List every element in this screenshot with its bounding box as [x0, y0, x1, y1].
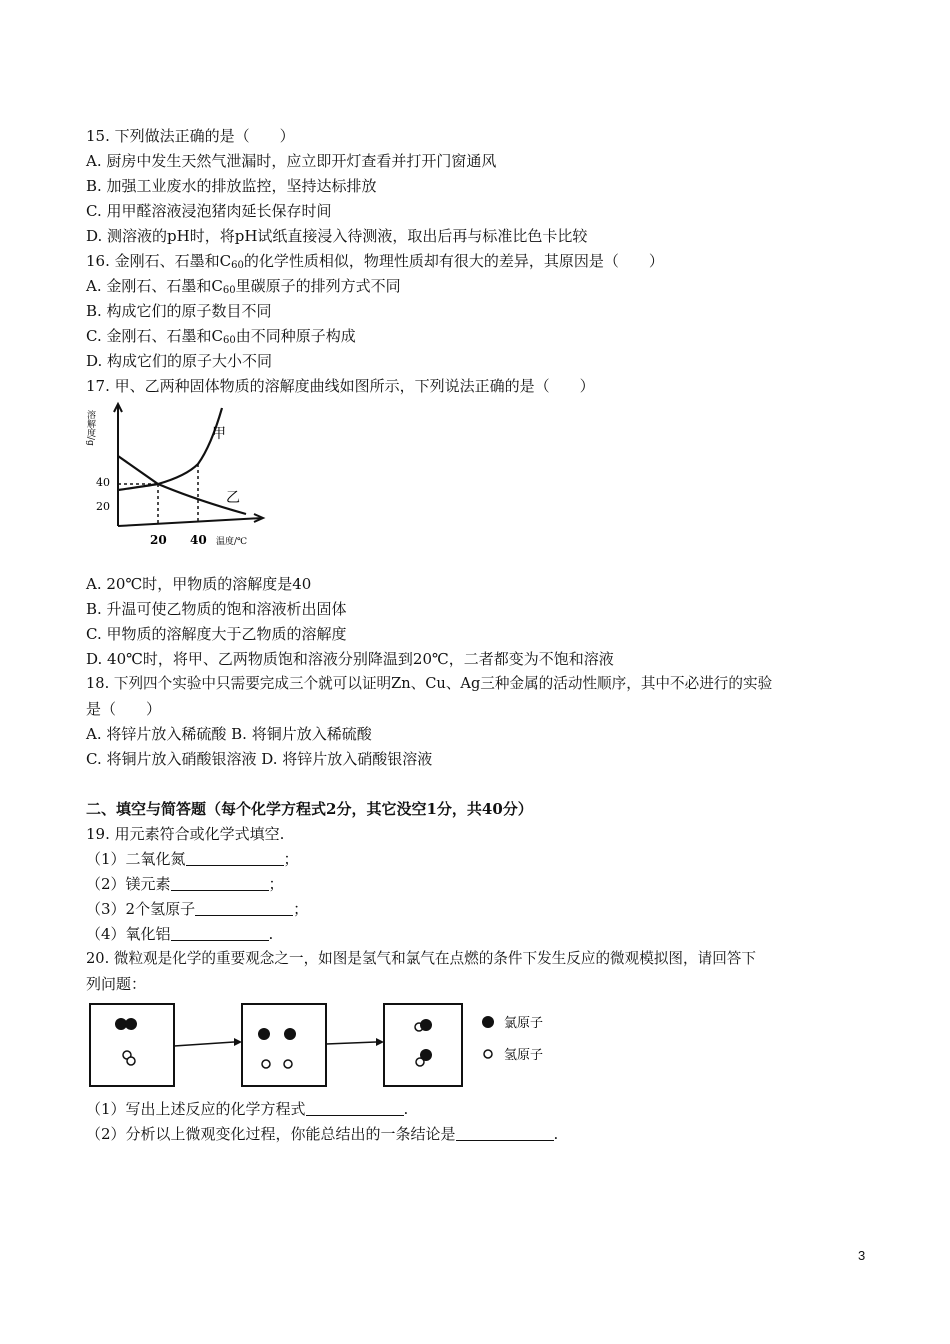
- h-atom: [416, 1058, 424, 1066]
- q16-option-c: [86, 326, 356, 346]
- q20-item-1-end: .: [403, 1100, 409, 1118]
- q18-stem-line1: 18. 下列四个实验中只需要完成三个就可以证明Zn、Cu、Ag三种金属的活动性顺序，其中不必进行的实验: [86, 675, 773, 692]
- x-axis-label: 温度/℃: [216, 537, 248, 547]
- q16-stem: [86, 251, 664, 271]
- reaction-box-middle: [242, 1004, 326, 1086]
- reaction-arrowhead-2: [376, 1038, 384, 1046]
- q20-item-2-label: （2）分析以上微观变化过程，你能总结出的一条结论是: [86, 1125, 456, 1143]
- q17-stem: 17. 甲、乙两种固体物质的溶解度曲线如图所示，下列说法正确的是（ ）: [86, 377, 595, 395]
- reaction-diagram-svg: [86, 1000, 556, 1092]
- reaction-diagram: [86, 1000, 556, 1092]
- q16-option-c-sub: 60: [222, 335, 236, 346]
- q19-item-1: [86, 849, 299, 869]
- h-atom: [284, 1060, 292, 1068]
- q15-option-d: D. 测溶液的pH时，将pH试纸直接浸入待测液，取出后再与标准比色卡比较: [86, 227, 588, 245]
- reaction-box-before: [90, 1004, 174, 1086]
- x-axis: [118, 518, 262, 526]
- h-atom: [127, 1057, 135, 1065]
- q18-stem-line2: 是（ ）: [86, 700, 162, 718]
- cl-atom: [258, 1028, 270, 1040]
- reaction-arrow-1: [174, 1042, 234, 1046]
- reaction-box-after: [384, 1004, 462, 1086]
- q19-item-2-label: （2）镁元素: [86, 875, 171, 893]
- cl-atom: [125, 1018, 137, 1030]
- curve-label-jia: 甲: [212, 426, 226, 442]
- q19-item-3-label: （3）2个氢原子: [86, 900, 196, 918]
- q18-options-line2: C. 将铜片放入硝酸银溶液 D. 将锌片放入硝酸银溶液: [86, 750, 433, 768]
- q15-option-c: C. 用甲醛溶液浸泡猪肉延长保存时间: [86, 202, 332, 220]
- q17-option-c: C. 甲物质的溶解度大于乙物质的溶解度: [86, 625, 347, 643]
- q19-item-1-blank[interactable]: [186, 851, 284, 866]
- q16-stem-sub: 60: [231, 260, 244, 271]
- q20-stem-line2: 列问题：: [86, 975, 147, 993]
- solubility-graph-svg: [86, 398, 276, 558]
- cl-atom: [420, 1019, 432, 1031]
- page-number: 3: [858, 1248, 866, 1263]
- q16-option-c-pre: C. 金刚石、石墨和C: [86, 327, 223, 345]
- reaction-arrowhead-1: [234, 1038, 242, 1046]
- q19-item-1-end: ；: [283, 850, 299, 868]
- solubility-graph: [86, 398, 276, 558]
- q16-option-a: [86, 276, 401, 296]
- legend-cl-symbol: [482, 1016, 494, 1028]
- curve-label-yi: 乙: [226, 490, 240, 506]
- legend-cl-label: 氯原子: [504, 1016, 544, 1031]
- q19-item-3-end: ；: [293, 900, 309, 918]
- q16-option-b: B. 构成它们的原子数目不同: [86, 302, 272, 320]
- curve-jia: [118, 408, 222, 490]
- q15-option-b: B. 加强工业废水的排放监控，坚持达标排放: [86, 177, 377, 195]
- q16-option-c-post: 由不同种原子构成: [235, 327, 356, 345]
- q19-item-2-blank[interactable]: [171, 876, 269, 891]
- legend-h-label: 氢原子: [504, 1048, 544, 1063]
- q16-option-a-pre: A. 金刚石、石墨和C: [86, 277, 223, 295]
- h-atom: [262, 1060, 270, 1068]
- q16-stem-pre: 16. 金刚石、石墨和C: [86, 252, 232, 270]
- q15-option-a: A. 厨房中发生天然气泄漏时，应立即开灯查看并打开门窗通风: [86, 152, 497, 170]
- q17-option-a: A. 20℃时，甲物质的溶解度是40: [86, 575, 312, 593]
- q19-item-4-end: .: [268, 925, 274, 943]
- reaction-arrow-2: [326, 1042, 376, 1044]
- q19-item-4: [86, 924, 273, 944]
- cl-atom: [284, 1028, 296, 1040]
- q19-stem: 19. 用元素符合或化学式填空.: [86, 825, 285, 843]
- section-2-title: 二、填空与简答题（每个化学方程式2分，其它没空1分，共40分）: [86, 800, 533, 818]
- q15-stem: 15. 下列做法正确的是（ ）: [86, 127, 295, 145]
- y-tick-20: 20: [96, 500, 110, 513]
- y-axis-label: 溶解度/g: [86, 410, 95, 446]
- q16-option-d: D. 构成它们的原子大小不同: [86, 352, 273, 370]
- q17-option-d: D. 40℃时，将甲、乙两物质饱和溶液分别降温到20℃，二者都变为不饱和溶液: [86, 650, 614, 668]
- q17-option-b: B. 升温可使乙物质的饱和溶液析出固体: [86, 600, 347, 618]
- q20-stem-line1: 20. 微粒观是化学的重要观念之一，如图是氢气和氯气在点燃的条件下发生反应的微观模拟图，请回答下: [86, 950, 756, 967]
- legend-h-symbol: [484, 1050, 492, 1058]
- q19-item-2: [86, 874, 284, 894]
- q20-item-2: [86, 1124, 558, 1144]
- q19-item-3: [86, 899, 308, 919]
- q19-item-4-blank[interactable]: [171, 926, 269, 941]
- q16-option-a-post: 里碳原子的排列方式不同: [235, 277, 401, 295]
- q20-item-1: [86, 1099, 408, 1119]
- q19-item-1-label: （1）二氧化氮: [86, 850, 186, 868]
- q18-options-line1: A. 将锌片放入稀硫酸 B. 将铜片放入稀硫酸: [86, 725, 372, 743]
- q16-stem-post: 的化学性质相似，物理性质却有很大的差异，其原因是（ ）: [243, 252, 664, 270]
- x-tick-40: 40: [190, 533, 207, 547]
- q20-item-2-blank[interactable]: [456, 1126, 554, 1141]
- q16-option-a-sub: 60: [222, 285, 236, 296]
- q19-item-3-blank[interactable]: [195, 901, 293, 916]
- q19-item-4-label: （4）氧化铝: [86, 925, 171, 943]
- x-tick-20: 20: [150, 533, 167, 547]
- q19-item-2-end: ；: [268, 875, 284, 893]
- q20-item-1-label: （1）写出上述反应的化学方程式: [86, 1100, 306, 1118]
- y-tick-40: 40: [96, 476, 110, 489]
- q20-item-2-end: .: [553, 1125, 559, 1143]
- q20-item-1-blank[interactable]: [306, 1101, 404, 1116]
